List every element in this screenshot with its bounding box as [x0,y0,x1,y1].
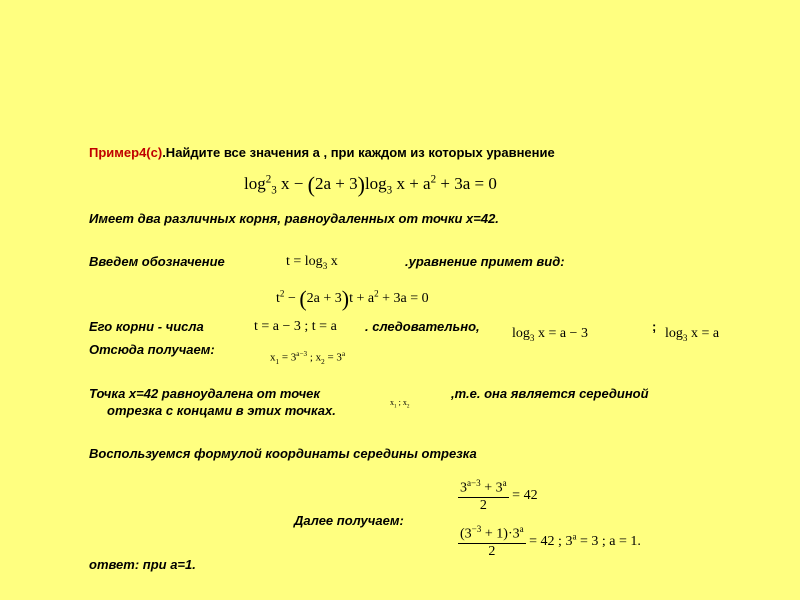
hence-text: Отсюда получаем: [89,342,215,357]
xv-part: x [270,351,276,364]
f2-tail: = 42 ; 3 [525,534,573,550]
q-paren: ( [299,286,307,311]
condition-text: Имеет два различных корня, равноудаленных от точки х=42. [89,211,499,226]
problem-heading [89,145,555,160]
pt-sub: 2 [406,403,410,410]
q-paren: ) [341,286,350,311]
q-part: 2a + 3 [306,291,342,307]
xv-part: = 3 [324,351,342,364]
quadratic-equation [276,286,429,312]
main-equation [244,172,497,198]
points-equation [390,398,409,410]
xv-sup: a−3 [296,350,308,358]
f1-tail: = 42 [508,488,538,504]
answer-text: ответ: при а=1. [89,557,196,572]
roots-text: Его корни - числа [89,319,204,334]
eq-log: log [244,173,266,193]
f2-sup: a [519,524,524,534]
f2-part: 3 [464,526,472,542]
l1-part: x = a − 3 [534,326,588,341]
fraction-1 [458,478,509,514]
xv-part: ; [307,351,316,364]
eq-base: 3 [386,184,393,197]
sub-part: t = log [286,254,323,269]
result-equation [458,524,641,560]
sub-base: 3 [322,260,328,271]
eq-exp: 2 [430,173,437,186]
eq-base: 3 [271,184,277,197]
segment-text: отрезка с концами в этих точках. [107,403,336,418]
eq-exp: 2 [265,173,272,186]
fraction-2 [458,524,526,560]
pt-part: x [390,398,394,407]
eq-part: x − [276,173,308,193]
q-exp: 2 [374,288,379,299]
f1-part: + 3 [480,480,503,496]
pt-part: ; [396,398,403,407]
f1-sup: a [502,478,507,488]
l2-part: log [665,326,683,341]
pt-part: x [402,398,407,407]
xv-sup: a [341,350,346,358]
problem-statement: .Найдите все значения а , при каждом из которых уравнение [162,145,555,160]
xv-part: x [315,351,322,364]
f2-part: ) [503,526,508,542]
l1-part: log [512,326,530,341]
q-exp: 2 [279,288,285,299]
f2-part: + 1 [481,526,504,542]
midpoint-tail: ,т.е. она является серединой [451,386,649,401]
substitution-equation [286,254,338,271]
pt-sub: 1 [394,403,397,410]
therefore-text: . следовательно, [365,319,480,334]
x-values-equation [270,350,345,366]
semicolon: ; [652,319,657,334]
sub-part: x [327,254,338,269]
f2-tail: = 3 ; a = 1. [576,534,641,550]
eq-paren: ( [307,172,315,197]
fraction-2-denominator: 2 [488,543,496,559]
eq-log: log [364,173,387,193]
xv-sub: 2 [321,357,325,366]
problem-number: Пример4(с) [89,145,163,160]
q-part: t + a [349,291,375,307]
midpoint-text: Точка х=42 равноудалена от точек [89,386,320,401]
further-text: Далее получаем: [294,513,404,528]
roots-equation: t = a − 3 ; t = a [254,319,337,334]
l1-base: 3 [529,332,535,343]
eq-part: x + a [392,173,431,193]
xv-part: = 3 [279,351,297,364]
fraction-1-numerator [458,478,509,498]
eq-paren: ) [357,172,365,197]
f1-part: 3 [460,480,467,496]
l2-base: 3 [682,332,688,343]
log-equation-2 [665,326,719,343]
f1-sup: a−3 [467,478,481,488]
f2-tail-sup: a [572,531,577,542]
eq-part: 2a + 3 [314,173,358,193]
fraction-2-numerator [458,524,526,544]
f2-sup: −3 [471,524,482,534]
formula-text: Воспользуемся формулой координаты середины отрезка [89,446,477,461]
midpoint-formula [458,478,538,514]
eq-part: + 3a = 0 [436,173,497,193]
log-equation-1 [512,326,588,343]
q-part: + 3a = 0 [378,291,429,307]
q-part: − [284,291,300,307]
f2-part: ( [460,526,465,542]
q-part: t [276,291,280,307]
l2-part: x = a [687,326,720,341]
xv-sub: 1 [275,357,280,366]
fraction-1-denominator: 2 [479,497,487,513]
f2-part: ·3 [507,526,520,542]
substitution-text: Введем обозначение [89,254,225,269]
substitution-tail: .уравнение примет вид: [405,254,565,269]
